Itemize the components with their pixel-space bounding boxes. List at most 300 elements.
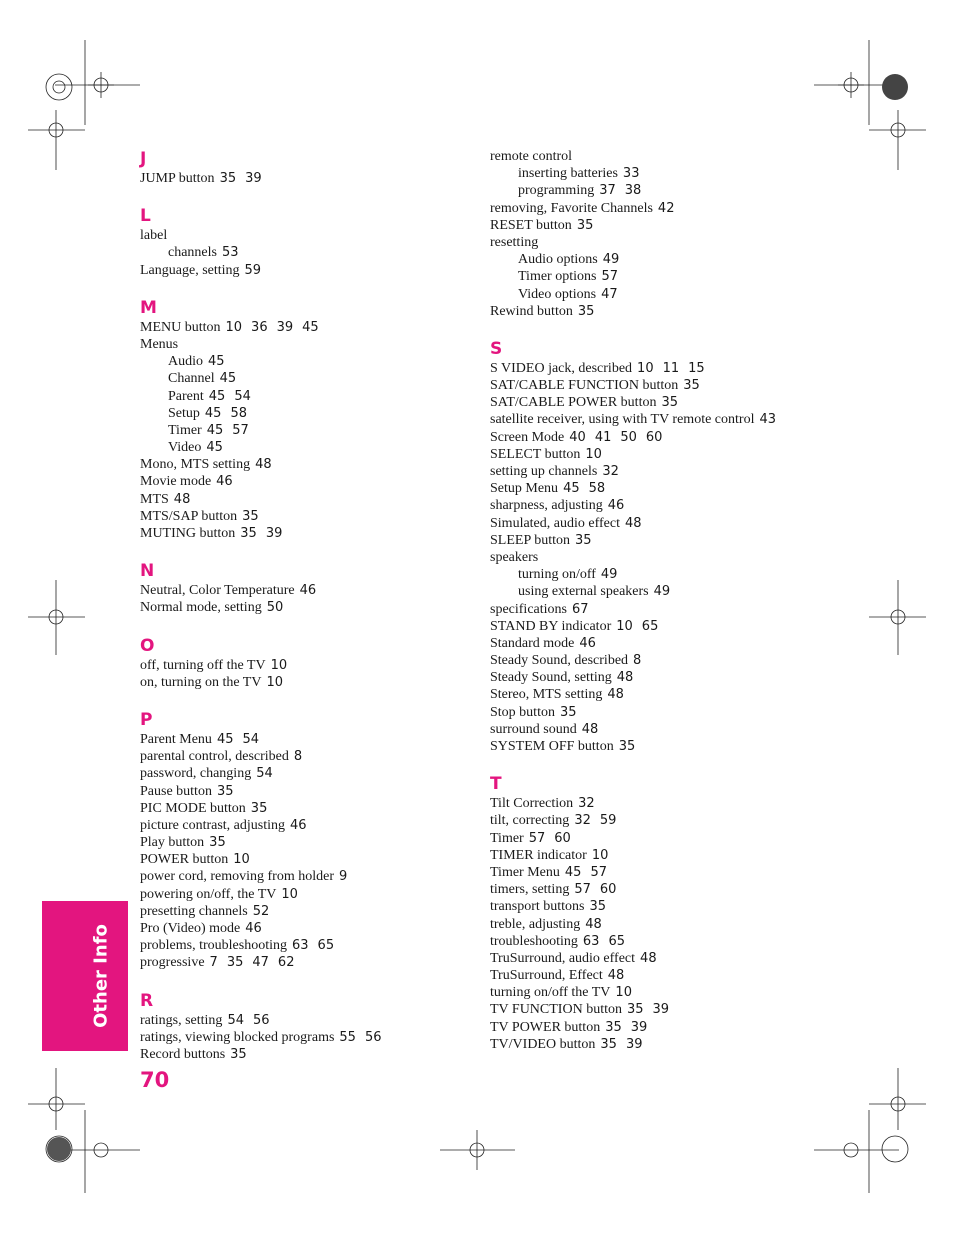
index-term: Channel (168, 371, 215, 387)
index-term: powering on/off, the TV (140, 886, 277, 902)
page-reference: 54 (234, 388, 251, 404)
page-reference: 10 (270, 657, 288, 673)
index-term: Timer (168, 422, 202, 438)
index-term: SLEEP button (490, 532, 570, 548)
index-entry (490, 303, 890, 320)
index-entry (140, 657, 460, 674)
index-term: Timer (490, 830, 524, 846)
page-reference: 63 (582, 933, 600, 949)
page-reference: 49 (602, 252, 620, 268)
index-term: Steady Sound, setting (490, 670, 612, 686)
page-reference: 45 (563, 481, 580, 497)
page-reference: 35 (618, 739, 636, 754)
page-reference: 9 (339, 869, 348, 885)
index-term: removing, Favorite Channels (490, 200, 653, 216)
index-term: Video (168, 440, 202, 456)
index-term: Parent Menu (140, 731, 212, 747)
index-entry (140, 886, 460, 903)
index-term: Language, setting (140, 262, 240, 278)
page-reference: 58 (588, 481, 606, 497)
index-letter-heading: P (140, 709, 153, 730)
page-reference: 8 (293, 749, 303, 765)
page-reference: 46 (245, 921, 262, 936)
index-letter-heading: L (140, 206, 151, 227)
index-term: turning on/off the TV (490, 985, 611, 1001)
index-entry (490, 1001, 890, 1018)
index-entry (140, 903, 460, 920)
page-reference: 59 (244, 262, 262, 278)
page-reference: 39 (265, 526, 283, 541)
index-entry (490, 549, 890, 566)
page-reference: 35 (240, 526, 257, 541)
index-entry (490, 1036, 890, 1053)
page-reference: 46 (299, 583, 317, 599)
index-term: TV FUNCTION button (490, 1002, 622, 1018)
index-term: Tilt Correction (490, 796, 574, 812)
index-term: MTS (140, 491, 169, 507)
index-entry (490, 618, 890, 635)
page-reference: 35 (219, 171, 237, 186)
page-reference: 41 (594, 429, 612, 445)
page-reference: 46 (290, 817, 307, 833)
index-term: Parent (168, 388, 204, 404)
page-reference: 52 (252, 903, 270, 919)
index-entry (140, 599, 460, 616)
index-term: using external speakers (518, 584, 649, 600)
page-reference: 57 (574, 882, 591, 898)
page-reference: 45 (206, 422, 224, 438)
index-entry (140, 1029, 460, 1046)
index-term: RESET button (490, 217, 572, 233)
index-entry (490, 480, 890, 497)
index-term: Setup (168, 405, 200, 421)
index-entry (490, 795, 890, 812)
index-term: channels (168, 245, 217, 261)
index-term: specifications (490, 601, 567, 617)
index-entry (140, 262, 460, 279)
index-term: TV POWER button (490, 1019, 601, 1035)
index-term: ratings, viewing blocked programs (140, 1029, 335, 1045)
index-entry (140, 674, 460, 691)
page-reference: 49 (653, 584, 671, 600)
page-reference: 65 (317, 938, 335, 954)
page-reference: 35 (242, 508, 259, 524)
section-gap (490, 320, 890, 338)
index-entry (140, 868, 460, 885)
page-reference: 35 (605, 1019, 622, 1035)
index-letter-heading: J (140, 149, 147, 169)
index-term: Standard mode (490, 635, 575, 651)
page-reference: 10 (616, 618, 633, 634)
page-reference: 35 (216, 783, 234, 799)
page-reference: 39 (276, 319, 294, 335)
index-entry (490, 721, 890, 738)
index-column-right (490, 148, 890, 1053)
index-term: S VIDEO jack, described (490, 360, 633, 376)
index-entry (490, 532, 890, 549)
page-reference: 50 (620, 429, 637, 445)
page-reference: 45 (564, 864, 582, 880)
page-reference: 35 (600, 1036, 617, 1052)
index-entry (140, 834, 460, 851)
index-entry (490, 1019, 890, 1036)
index-entry (490, 812, 890, 829)
index-term: Audio options (518, 252, 598, 268)
index-entry (140, 731, 460, 748)
index-term: sharpness, adjusting (490, 498, 603, 514)
index-entry (490, 933, 890, 950)
index-entry (140, 227, 460, 244)
index-term: troubleshooting (490, 933, 578, 949)
index-subentry (490, 286, 890, 303)
page-reference: 48 (624, 515, 642, 531)
index-entry (490, 881, 890, 898)
index-entry (490, 601, 890, 618)
page-reference: 56 (252, 1012, 270, 1028)
index-term: inserting batteries (518, 166, 618, 182)
index-subentry (140, 388, 460, 405)
page-reference: 15 (688, 360, 705, 376)
index-term: progressive (140, 955, 205, 971)
page-reference: 55 (339, 1029, 356, 1045)
index-term: problems, troubleshooting (140, 938, 287, 954)
index-term: transport buttons (490, 899, 585, 915)
page-reference: 62 (277, 955, 295, 971)
index-entry (490, 916, 890, 933)
page-reference: 46 (579, 635, 596, 651)
index-term: Setup Menu (490, 481, 559, 497)
index-entry (490, 898, 890, 915)
index-entry (140, 170, 460, 187)
index-term: picture contrast, adjusting (140, 817, 286, 833)
page-reference: 57 (232, 422, 249, 438)
index-subentry (490, 165, 890, 182)
index-term: MENU button (140, 319, 221, 335)
index-term: tilt, correcting (490, 813, 570, 829)
index-term: Neutral, Color Temperature (140, 583, 295, 599)
index-term: Mono, MTS setting (140, 457, 251, 473)
index-entry (140, 783, 460, 800)
page-reference: 42 (657, 200, 675, 216)
index-entry (490, 429, 890, 446)
page-reference: 57 (528, 830, 546, 846)
page-reference: 59 (599, 813, 617, 829)
page-reference: 39 (625, 1036, 643, 1052)
index-term: TruSurround, audio effect (490, 950, 636, 966)
page-reference: 11 (662, 360, 680, 376)
index-term: treble, adjusting (490, 916, 581, 932)
page-reference: 7 (209, 955, 218, 971)
index-term: satellite receiver, using with TV remote control (490, 412, 755, 428)
index-term: password, changing (140, 766, 252, 782)
index-subentry (140, 422, 460, 439)
index-term: TIMER indicator (490, 847, 587, 863)
page-reference: 35 (226, 955, 244, 971)
page-reference: 48 (581, 721, 599, 737)
page-reference: 60 (554, 830, 571, 846)
index-term: setting up channels (490, 464, 598, 479)
page-reference: 57 (601, 269, 618, 285)
index-term: presetting channels (140, 903, 248, 919)
index-entry (140, 456, 460, 473)
index-subentry (140, 370, 460, 387)
index-entry (140, 508, 460, 525)
index-term: remote control (490, 149, 573, 164)
index-entry (140, 319, 460, 336)
page-reference: 10 (233, 852, 250, 868)
page-reference: 39 (245, 171, 262, 186)
index-entry (140, 525, 460, 542)
page-reference: 48 (607, 687, 624, 703)
index-entry (490, 967, 890, 984)
index-subentry (490, 268, 890, 285)
page-reference: 39 (630, 1019, 648, 1035)
index-subentry (490, 182, 890, 199)
index-entry (490, 394, 890, 411)
index-entry (490, 864, 890, 881)
page-number: 70 (140, 1068, 170, 1092)
index-entry (490, 463, 890, 480)
index-entry (490, 148, 890, 165)
page-reference: 45 (208, 354, 225, 370)
page-reference: 45 (302, 319, 319, 335)
page-reference: 50 (266, 600, 284, 616)
index-entry (490, 652, 890, 669)
index-entry (490, 497, 890, 514)
index-term: STAND BY indicator (490, 618, 612, 634)
index-letter-heading: O (140, 635, 155, 656)
index-term: Movie mode (140, 474, 212, 490)
page-reference: 40 (569, 429, 586, 445)
index-entry (490, 411, 890, 428)
page-reference: 33 (622, 166, 640, 182)
page-reference: 37 (599, 183, 616, 199)
index-subentry (140, 353, 460, 370)
page-reference: 35 (559, 704, 577, 720)
page-reference: 39 (652, 1002, 670, 1018)
index-term: Pause button (140, 783, 212, 799)
index-entry (490, 847, 890, 864)
index-term: Timer options (518, 269, 597, 285)
index-entry (490, 704, 890, 721)
index-entry (140, 582, 460, 599)
index-subentry (140, 439, 460, 456)
section-gap (490, 755, 890, 773)
index-entry (140, 336, 460, 353)
page-reference: 35 (250, 800, 268, 816)
index-entry (490, 984, 890, 1001)
index-entry (490, 738, 890, 755)
index-entry (490, 669, 890, 686)
page-reference: 10 (225, 319, 243, 335)
index-entry (490, 830, 890, 847)
page-reference: 48 (616, 670, 634, 686)
page-reference: 35 (575, 532, 592, 548)
index-entry (140, 491, 460, 508)
index-entry (140, 817, 460, 834)
page-reference: 60 (599, 882, 617, 898)
page-reference: 65 (608, 933, 625, 949)
index-term: TruSurround, Effect (490, 968, 603, 984)
index-term: programming (518, 183, 595, 199)
index-letter-heading: T (490, 774, 502, 795)
index-term: MUTING button (140, 526, 236, 541)
page-reference: 32 (574, 813, 591, 829)
index-entry (140, 800, 460, 817)
index-entry (490, 635, 890, 652)
section-gap (140, 617, 460, 635)
index-term: Simulated, audio effect (490, 515, 620, 531)
index-letter-heading: R (140, 990, 154, 1011)
page-reference: 10 (585, 446, 602, 462)
index-letter-heading: M (140, 297, 157, 318)
page-reference: 10 (615, 985, 632, 1001)
index-subentry (490, 566, 890, 583)
index-term: Steady Sound, described (490, 653, 629, 669)
index-term: Timer Menu (490, 864, 560, 880)
index-term: Screen Mode (490, 429, 565, 445)
page-reference: 48 (255, 457, 272, 473)
index-subentry (490, 583, 890, 600)
page-reference: 48 (173, 491, 191, 507)
index-column-left (140, 148, 460, 1063)
section-gap (140, 187, 460, 205)
index-term: timers, setting (490, 882, 570, 898)
index-term: on, turning on the TV (140, 674, 262, 690)
page-reference: 35 (576, 217, 594, 233)
page-reference: 57 (590, 864, 607, 880)
index-term: Video options (518, 286, 597, 302)
page-reference: 8 (633, 653, 642, 669)
index-term: Play button (140, 835, 205, 851)
index-term: Menus (140, 336, 179, 352)
page-reference: 67 (571, 601, 589, 617)
page-reference: 36 (251, 319, 268, 335)
index-term: power cord, removing from holder (140, 869, 334, 885)
page-reference: 45 (204, 405, 222, 421)
page-reference: 53 (221, 245, 239, 261)
index-term: label (140, 228, 168, 244)
index-term: Normal mode, setting (140, 600, 262, 616)
page-reference: 35 (683, 378, 700, 394)
page-reference: 35 (626, 1002, 644, 1018)
index-subentry (140, 244, 460, 261)
page-reference: 54 (227, 1012, 244, 1028)
index-term: off, turning off the TV (140, 657, 266, 673)
page-reference: 46 (216, 474, 233, 490)
index-term: POWER button (140, 852, 229, 868)
page-reference: 65 (641, 618, 659, 634)
index-entry (490, 686, 890, 703)
section-gap (140, 279, 460, 297)
index-term: SYSTEM OFF button (490, 739, 614, 754)
index-term: SAT/CABLE POWER button (490, 395, 657, 411)
page-reference: 58 (230, 405, 247, 421)
index-term: Rewind button (490, 303, 573, 319)
page-reference: 48 (640, 950, 657, 966)
page-reference: 54 (242, 731, 260, 747)
page-reference: 32 (578, 796, 595, 812)
page-reference: 54 (256, 766, 273, 782)
page-reference: 35 (209, 835, 226, 851)
page-reference: 60 (645, 429, 663, 445)
index-entry (140, 1046, 460, 1063)
index-entry (490, 234, 890, 251)
index-term: resetting (490, 234, 539, 250)
page-reference: 63 (292, 938, 309, 954)
page-reference: 48 (607, 968, 625, 984)
page-reference: 45 (208, 388, 226, 404)
page-reference: 45 (216, 731, 234, 747)
page-reference: 10 (281, 886, 298, 902)
index-entry (490, 200, 890, 217)
page-reference: 35 (661, 395, 679, 411)
page-reference: 56 (364, 1029, 382, 1045)
index-entry (490, 950, 890, 967)
index-term: Audio (168, 354, 203, 370)
page-reference: 38 (624, 183, 642, 199)
index-entry (140, 920, 460, 937)
page-reference: 45 (206, 440, 223, 456)
index-letter-heading: N (140, 561, 155, 582)
index-term: PIC MODE button (140, 800, 246, 816)
page-reference: 10 (637, 360, 654, 376)
page-reference: 46 (607, 498, 625, 514)
index-letter-heading: S (490, 338, 503, 359)
index-term: Stop button (490, 704, 555, 720)
index-term: SELECT button (490, 446, 581, 462)
index-term: speakers (490, 549, 539, 565)
page-reference: 43 (759, 412, 777, 428)
index-term: SAT/CABLE FUNCTION button (490, 378, 679, 394)
index-term: TV/VIDEO button (490, 1036, 596, 1052)
index-entry (140, 1012, 460, 1029)
index-term: turning on/off (518, 567, 596, 583)
index-entry (490, 515, 890, 532)
section-gap (140, 691, 460, 709)
index-entry (490, 360, 890, 377)
page-reference: 47 (252, 955, 269, 971)
page-reference: 45 (219, 371, 237, 387)
index-entry (140, 851, 460, 868)
index-term: Record buttons (140, 1046, 226, 1062)
page-reference: 35 (577, 303, 595, 319)
page-reference: 47 (601, 286, 618, 302)
page-reference: 10 (591, 847, 609, 863)
index-term: MTS/SAP button (140, 508, 238, 524)
index-term: surround sound (490, 721, 577, 737)
index-entry (140, 937, 460, 954)
index-subentry (490, 251, 890, 268)
index-subentry (140, 405, 460, 422)
index-entry (140, 473, 460, 490)
page-reference: 32 (602, 464, 619, 479)
page-reference: 10 (266, 674, 284, 690)
index-term: ratings, setting (140, 1012, 223, 1028)
index-entry (140, 765, 460, 782)
page-reference: 48 (585, 916, 602, 932)
index-entry (490, 217, 890, 234)
section-gap (140, 972, 460, 990)
side-tab (42, 901, 128, 1051)
page-reference: 35 (230, 1046, 247, 1062)
index-entry (490, 446, 890, 463)
page-reference: 35 (589, 899, 607, 915)
index-term: JUMP button (140, 171, 215, 186)
index-entry (140, 954, 460, 971)
index-term: parental control, described (140, 749, 289, 765)
page-reference: 49 (600, 567, 618, 583)
